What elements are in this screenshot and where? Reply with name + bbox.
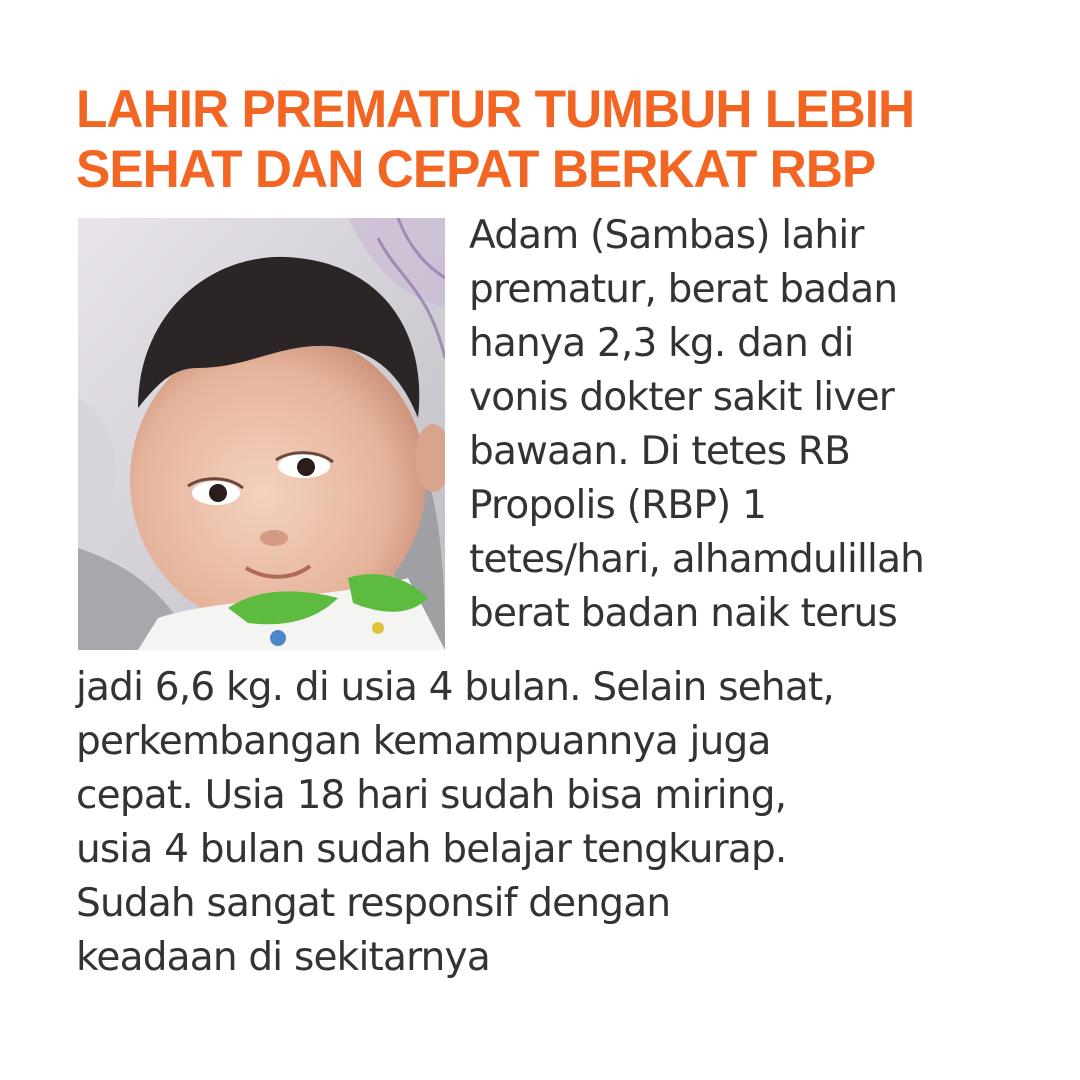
story-line: hanya 2,3 kg. dan di (469, 321, 854, 366)
story-line: jadi 6,6 kg. di usia 4 bulan. Selain sehat, (76, 665, 835, 710)
story-line: vonis dokter sakit liver (469, 375, 895, 420)
story-line: cepat. Usia 18 hari sudah bisa miring, (76, 773, 787, 818)
story-line: Adam (Sambas) lahir (469, 213, 864, 258)
story-line: keadaan di sekitarnya (76, 935, 490, 980)
headline-line-1: LAHIR PREMATUR TUMBUH LEBIH (76, 80, 915, 139)
story-line: bawaan. Di tetes RB (469, 429, 851, 474)
headline-line-2: SEHAT DAN CEPAT BERKAT RBP (76, 140, 876, 199)
story-line: usia 4 bulan sudah belajar tengkurap. (76, 827, 787, 872)
story-line: perkembangan kemampuannya juga (76, 719, 771, 764)
story-line: prematur, berat badan (469, 267, 898, 312)
story-line: berat badan naik terus (469, 591, 897, 636)
story-line: Sudah sangat responsif dengan (76, 881, 671, 926)
story-line: tetes/hari, alhamdulillah (469, 537, 925, 582)
story-line: Propolis (RBP) 1 (469, 483, 767, 528)
